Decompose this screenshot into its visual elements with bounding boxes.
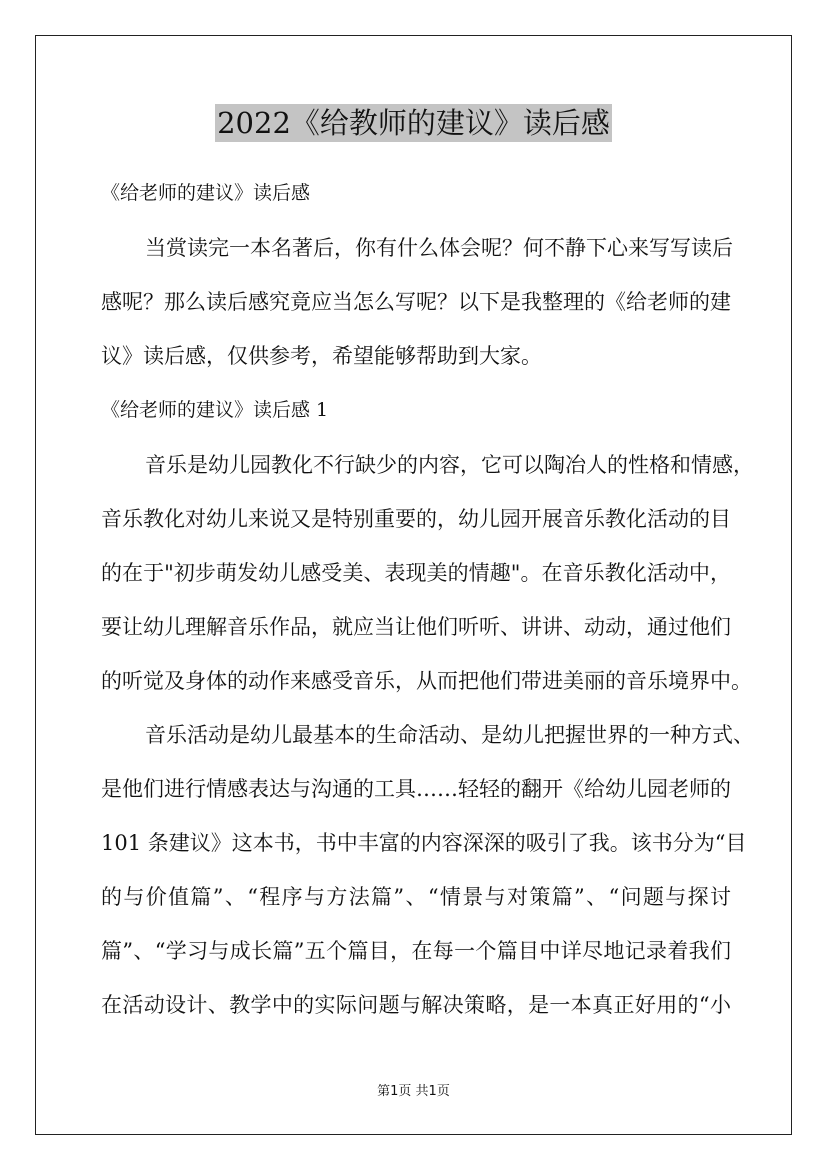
paragraph-line: 101 条建议》这本书，书中丰富的内容深深的吸引了我。该书分为“目	[101, 831, 747, 855]
subtitle: 《给老师的建议》读后感	[101, 182, 311, 204]
paragraph-line: 的听觉及身体的动作来感受音乐，从而把他们带进美丽的音乐境界中。	[101, 669, 752, 693]
paragraph-line: 在活动设计、教学中的实际问题与解决策略，是一本真正好用的“小	[101, 993, 731, 1017]
paragraph-line: 音乐教化对幼儿来说又是特别重要的，幼儿园开展音乐教化活动的目	[101, 507, 731, 531]
intro-line: 感呢？那么读后感究竟应当怎么写呢？以下是我整理的《给老师的建	[101, 290, 731, 314]
title-wrap	[0, 104, 827, 142]
paragraph-line: 要让幼儿理解音乐作品，就应当让他们听听、讲讲、动动，通过他们	[101, 615, 731, 639]
paragraph-line: 音乐是幼儿园教化不行缺少的内容，它可以陶冶人的性格和情感，	[145, 453, 754, 477]
intro-line: 议》读后感，仅供参考，希望能够帮助到大家。	[101, 344, 542, 368]
intro-line: 当赏读完一本名著后，你有什么体会呢？何不静下心来写写读后	[145, 236, 733, 260]
page-footer: 第1页 共1页	[377, 1084, 450, 1099]
paragraph-line: 的在于"初步萌发幼儿感受美、表现美的情趣"。在音乐教化活动中，	[101, 561, 731, 585]
paragraph-line: 篇”、“学习与成长篇”五个篇目，在每一个篇目中详尽地记录着我们	[101, 939, 731, 963]
section-heading: 《给老师的建议》读后感 1	[101, 399, 329, 421]
paragraph-line: 的与价值篇”、“程序与方法篇”、“情景与对策篇”、“问题与探讨	[101, 885, 731, 909]
paragraph-line: 音乐活动是幼儿最基本的生命活动、是幼儿把握世界的一种方式、	[145, 723, 754, 747]
document-title: 2022《给教师的建议》读后感	[217, 106, 610, 140]
paragraph-line: 是他们进行情感表达与沟通的工具……轻轻的翻开《给幼儿园老师的	[101, 777, 731, 801]
